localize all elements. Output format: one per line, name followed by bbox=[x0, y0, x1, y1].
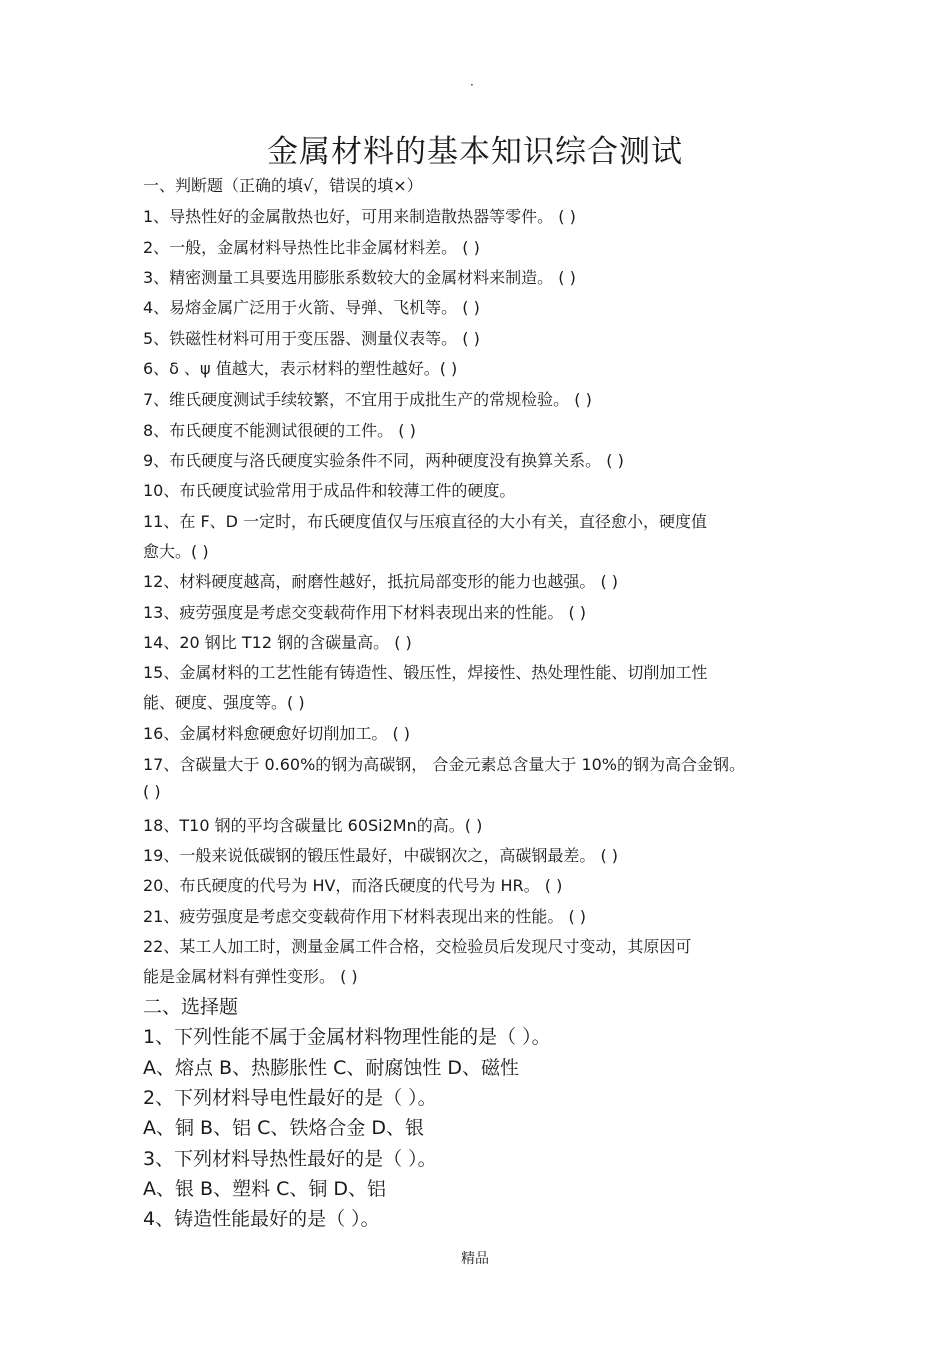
question-line: 3、精密测量工具要选用膨胀系数较大的金属材料来制造。 ( ) bbox=[143, 268, 576, 287]
question-line: 5、铁磁性材料可用于变压器、测量仪表等。 ( ) bbox=[143, 329, 480, 348]
question-line: 8、布氏硬度不能测试很硬的工件。 ( ) bbox=[143, 421, 416, 440]
question-line: 15、金属材料的工艺性能有铸造性、锻压性，焊接性、热处理性能、切削加工性 bbox=[143, 663, 708, 682]
question-line: 能是金属材料有弹性变形。 ( ) bbox=[143, 967, 358, 986]
question-line: 13、疲劳强度是考虑交变载荷作用下材料表现出来的性能。 ( ) bbox=[143, 603, 587, 622]
question-line: 16、金属材料愈硬愈好切削加工。 ( ) bbox=[143, 724, 411, 743]
footer-label: 精品 bbox=[461, 1251, 489, 1267]
page-title: 金属材料的基本知识综合测试 bbox=[267, 134, 683, 170]
question-line: 2、一般，金属材料导热性比非金属材料差。 ( ) bbox=[143, 238, 480, 257]
choice-question: 3、下列材料导热性最好的是（ ）。 bbox=[143, 1148, 437, 1170]
question-line: 4、易熔金属广泛用于火箭、导弹、飞机等。 ( ) bbox=[143, 298, 480, 317]
question-line: 1、导热性好的金属散热也好，可用来制造散热器等零件。 ( ) bbox=[143, 207, 576, 226]
question-line: 21、疲劳强度是考虑交变载荷作用下材料表现出来的性能。 ( ) bbox=[143, 907, 587, 926]
choice-options: A、银 B、塑料 C、铜 D、铝 bbox=[143, 1178, 387, 1200]
header-mark: · bbox=[470, 78, 474, 92]
question-line: 11、在 F、D 一定时，布氏硬度值仅与压痕直径的大小有关，直径愈小，硬度值 bbox=[143, 512, 708, 531]
section1-heading: 一、判断题（正确的填√，错误的填×） bbox=[143, 176, 423, 195]
question-line: 10、布氏硬度试验常用于成品件和较薄工件的硬度。 bbox=[143, 481, 516, 500]
section2-heading: 二、选择题 bbox=[143, 996, 239, 1018]
question-line: 22、某工人加工时，测量金属工件合格，交检验员后发现尺寸变动，其原因可 bbox=[143, 937, 692, 956]
question-line: 6、δ 、ψ 值越大，表示材料的塑性越好。( ) bbox=[143, 359, 458, 378]
question-line: 18、T10 钢的平均含碳量比 60Si2Mn的高。( ) bbox=[143, 816, 483, 835]
question-line: 20、布氏硬度的代号为 HV，而洛氏硬度的代号为 HR。 ( ) bbox=[143, 876, 563, 895]
question-line: 14、20 钢比 T12 钢的含碳量高。 ( ) bbox=[143, 633, 412, 652]
question-line: 9、布氏硬度与洛氏硬度实验条件不同，两种硬度没有换算关系。 ( ) bbox=[143, 451, 624, 470]
choice-question: 2、下列材料导电性最好的是（ ）。 bbox=[143, 1087, 437, 1109]
choice-question: 1、下列性能不属于金属材料物理性能的是（ ）。 bbox=[143, 1026, 551, 1048]
question-line: 7、维氏硬度测试手续较繁，不宜用于成批生产的常规检验。 ( ) bbox=[143, 390, 592, 409]
question-line: 19、一般来说低碳钢的锻压性最好，中碳钢次之，高碳钢最差。 ( ) bbox=[143, 846, 619, 865]
choice-options: A、熔点 B、热膨胀性 C、耐腐蚀性 D、磁性 bbox=[143, 1057, 520, 1079]
question-line: 17、含碳量大于 0.60%的钢为高碳钢， 合金元素总含量大于 10%的钢为高合金钢。 bbox=[143, 755, 746, 774]
question-line: ( ) bbox=[143, 782, 161, 801]
question-line: 能、硬度、强度等。( ) bbox=[143, 693, 305, 712]
choice-question: 4、铸造性能最好的是（ ）。 bbox=[143, 1208, 380, 1230]
question-line: 愈大。( ) bbox=[143, 542, 209, 561]
choice-options: A、铜 B、铝 C、铁烙合金 D、银 bbox=[143, 1117, 425, 1139]
question-line: 12、材料硬度越高，耐磨性越好，抵抗局部变形的能力也越强。 ( ) bbox=[143, 572, 619, 591]
